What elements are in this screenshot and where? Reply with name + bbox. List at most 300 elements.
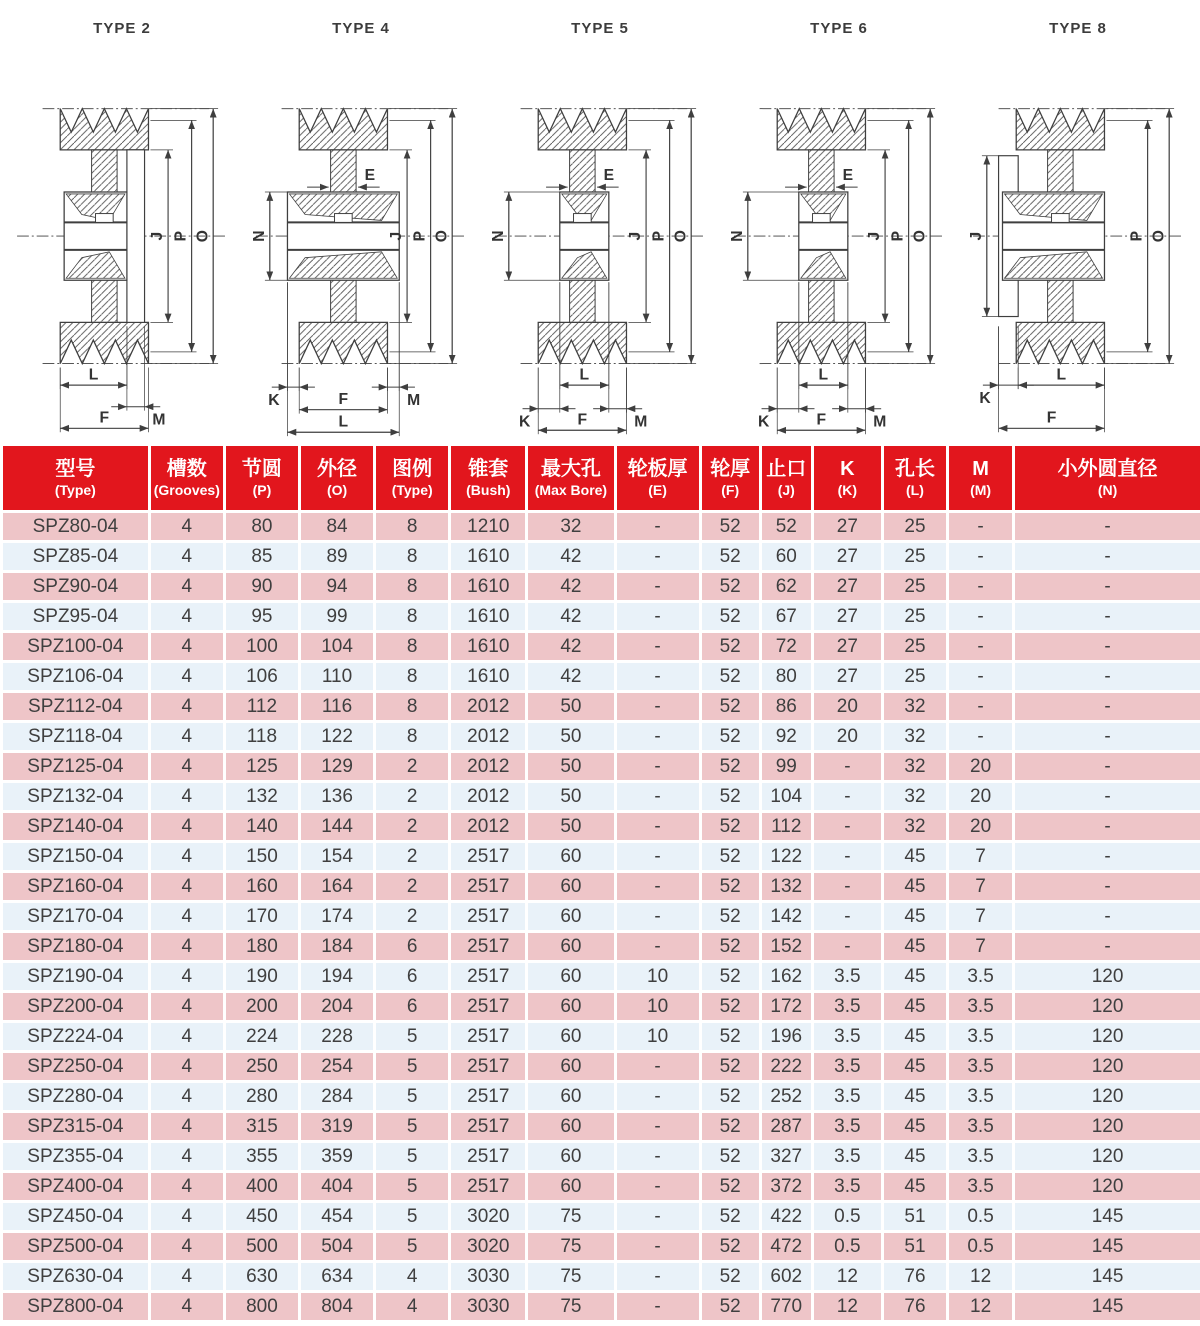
header-label-en: (Bush): [466, 482, 511, 498]
spec-cell: 180: [224, 932, 299, 962]
spec-cell: 2: [375, 782, 450, 812]
model-cell: SPZ250-04: [3, 1052, 149, 1082]
spec-cell: 194: [299, 962, 374, 992]
spec-cell: -: [1014, 782, 1200, 812]
table-row-spz125-04: [3, 752, 1200, 782]
header-label-zh: 型号: [55, 458, 96, 480]
spec-cell: 12: [948, 1292, 1014, 1322]
spec-cell: 804: [299, 1292, 374, 1322]
spec-cell: -: [812, 812, 882, 842]
spec-cell: 25: [882, 512, 947, 542]
spec-cell: 25: [882, 632, 947, 662]
spec-cell: 95: [224, 602, 299, 632]
spec-table-body: [3, 512, 1200, 1322]
spec-cell: 3.5: [812, 1022, 882, 1052]
spec-cell: -: [948, 512, 1014, 542]
model-cell: SPZ140-04: [3, 812, 149, 842]
header-label-zh: K: [840, 458, 855, 480]
svg-text:J: J: [149, 231, 167, 241]
spec-cell: 104: [760, 782, 812, 812]
spec-cell: -: [615, 1082, 700, 1112]
spec-cell: 60: [527, 1082, 615, 1112]
svg-text:L: L: [1056, 366, 1067, 384]
spec-cell: 25: [882, 662, 947, 692]
header-label-zh: 最大孔: [540, 458, 601, 480]
spec-cell: 4: [149, 692, 224, 722]
pulley-cross-section: [482, 40, 718, 444]
svg-text:L: L: [818, 366, 829, 384]
svg-text:L: L: [338, 413, 349, 431]
spec-cell: 52: [700, 932, 760, 962]
spec-cell: -: [1014, 632, 1200, 662]
spec-cell: 2517: [450, 1082, 527, 1112]
spec-cell: 2012: [450, 692, 527, 722]
spec-cell: 4: [149, 1022, 224, 1052]
svg-text:M: M: [152, 411, 166, 429]
spec-cell: 1610: [450, 662, 527, 692]
spec-cell: 25: [882, 602, 947, 632]
spec-cell: 45: [882, 1022, 947, 1052]
column-header-l: [882, 446, 947, 512]
column-header-max-bore: [527, 446, 615, 512]
svg-text:K: K: [758, 413, 770, 431]
spec-cell: 2517: [450, 992, 527, 1022]
spec-cell: 112: [224, 692, 299, 722]
spec-cell: 800: [224, 1292, 299, 1322]
spec-cell: -: [948, 722, 1014, 752]
spec-cell: 634: [299, 1262, 374, 1292]
table-row-spz100-04: [3, 632, 1200, 662]
spec-cell: 400: [224, 1172, 299, 1202]
spec-cell: 4: [149, 1262, 224, 1292]
spec-cell: 76: [882, 1262, 947, 1292]
table-row-spz224-04: [3, 1022, 1200, 1052]
spec-cell: 42: [527, 572, 615, 602]
svg-text:F: F: [338, 390, 349, 408]
spec-cell: -: [615, 1202, 700, 1232]
header-label-zh: 槽数: [166, 458, 207, 480]
spec-cell: 602: [760, 1262, 812, 1292]
spec-cell: -: [1014, 542, 1200, 572]
spec-cell: 2517: [450, 842, 527, 872]
svg-text:E: E: [364, 167, 376, 185]
svg-text:L: L: [579, 366, 590, 384]
spec-cell: -: [812, 752, 882, 782]
spec-cell: 224: [224, 1022, 299, 1052]
spec-cell: 4: [149, 1052, 224, 1082]
spec-cell: 4: [149, 1142, 224, 1172]
column-header-e: [615, 446, 700, 512]
spec-cell: 8: [375, 692, 450, 722]
pulley-drawing-type-5: [482, 0, 718, 446]
spec-cell: 20: [948, 752, 1014, 782]
model-cell: SPZ118-04: [3, 722, 149, 752]
spec-cell: 6: [375, 932, 450, 962]
spec-cell: 104: [299, 632, 374, 662]
spec-cell: -: [1014, 722, 1200, 752]
spec-cell: 52: [700, 782, 760, 812]
spec-cell: 32: [882, 722, 947, 752]
spec-cell: 145: [1014, 1262, 1200, 1292]
spec-cell: 145: [1014, 1232, 1200, 1262]
pulley-drawing-type-8: [960, 0, 1196, 446]
spec-cell: 27: [812, 632, 882, 662]
spec-cell: 42: [527, 602, 615, 632]
spec-cell: 60: [527, 932, 615, 962]
spec-cell: 145: [1014, 1292, 1200, 1322]
spec-cell: 630: [224, 1262, 299, 1292]
spec-cell: 72: [760, 632, 812, 662]
spec-cell: 60: [527, 1022, 615, 1052]
spec-cell: 2: [375, 902, 450, 932]
spec-cell: 8: [375, 602, 450, 632]
svg-text:F: F: [99, 409, 110, 427]
spec-cell: 174: [299, 902, 374, 932]
spec-cell: 2517: [450, 872, 527, 902]
svg-text:K: K: [519, 413, 531, 431]
spec-cell: 60: [527, 1172, 615, 1202]
spec-cell: 51: [882, 1232, 947, 1262]
column-header-o: [299, 446, 374, 512]
spec-cell: 106: [224, 662, 299, 692]
spec-cell: 52: [700, 752, 760, 782]
spec-cell: 52: [700, 1022, 760, 1052]
spec-cell: 75: [527, 1202, 615, 1232]
spec-cell: 770: [760, 1292, 812, 1322]
spec-cell: 45: [882, 1112, 947, 1142]
spec-cell: 80: [224, 512, 299, 542]
spec-cell: -: [1014, 602, 1200, 632]
spec-cell: 27: [812, 602, 882, 632]
spec-cell: -: [615, 872, 700, 902]
spec-cell: 52: [700, 842, 760, 872]
spec-cell: 120: [1014, 992, 1200, 1022]
svg-text:P: P: [889, 230, 907, 242]
spec-cell: 50: [527, 812, 615, 842]
spec-cell: -: [1014, 662, 1200, 692]
spec-cell: 5: [375, 1052, 450, 1082]
spec-cell: 132: [224, 782, 299, 812]
spec-cell: 12: [812, 1292, 882, 1322]
spec-cell: 52: [700, 872, 760, 902]
spec-cell: 7: [948, 902, 1014, 932]
spec-cell: 85: [224, 542, 299, 572]
spec-cell: 60: [527, 1112, 615, 1142]
spec-cell: 100: [224, 632, 299, 662]
spec-table-head: [3, 446, 1200, 512]
spec-cell: 2012: [450, 752, 527, 782]
spec-cell: 355: [224, 1142, 299, 1172]
spec-cell: 50: [527, 692, 615, 722]
spec-cell: 99: [760, 752, 812, 782]
svg-text:E: E: [842, 167, 854, 185]
spec-cell: -: [615, 1172, 700, 1202]
spec-cell: 45: [882, 1142, 947, 1172]
svg-text:O: O: [911, 230, 929, 243]
spec-cell: 52: [700, 542, 760, 572]
spec-cell: 52: [700, 1262, 760, 1292]
spec-cell: 222: [760, 1052, 812, 1082]
spec-cell: 4: [149, 1172, 224, 1202]
spec-cell: 8: [375, 722, 450, 752]
column-header-k: [812, 446, 882, 512]
spec-cell: 60: [527, 962, 615, 992]
spec-cell: 52: [760, 512, 812, 542]
spec-cell: 125: [224, 752, 299, 782]
spec-cell: 3.5: [948, 1082, 1014, 1112]
header-label-en: (Type): [54, 482, 96, 498]
table-row-spz800-04: [3, 1292, 1200, 1322]
spec-cell: 120: [1014, 1022, 1200, 1052]
spec-cell: 90: [224, 572, 299, 602]
svg-text:O: O: [433, 230, 451, 243]
spec-cell: -: [615, 632, 700, 662]
pulley-cross-section: [4, 40, 240, 444]
spec-cell: 10: [615, 992, 700, 1022]
spec-cell: 0.5: [948, 1232, 1014, 1262]
spec-cell: 45: [882, 902, 947, 932]
drawing-title: TYPE 8: [1049, 20, 1107, 37]
spec-cell: 45: [882, 962, 947, 992]
svg-text:M: M: [407, 391, 421, 409]
spec-cell: 3.5: [948, 1142, 1014, 1172]
spec-cell: 140: [224, 812, 299, 842]
column-header-j: [760, 446, 812, 512]
spec-cell: 4: [149, 572, 224, 602]
spec-cell: 4: [149, 812, 224, 842]
model-cell: SPZ224-04: [3, 1022, 149, 1052]
spec-cell: 0.5: [812, 1202, 882, 1232]
header-label-zh: 孔长: [894, 458, 935, 480]
table-row-spz106-04: [3, 662, 1200, 692]
spec-cell: 7: [948, 932, 1014, 962]
header-label-zh: 小外圆直径: [1057, 458, 1158, 480]
model-cell: SPZ80-04: [3, 512, 149, 542]
spec-cell: 52: [700, 1142, 760, 1172]
spec-cell: 250: [224, 1052, 299, 1082]
spec-cell: 162: [760, 962, 812, 992]
svg-text:P: P: [172, 230, 190, 242]
column-header-grooves: [149, 446, 224, 512]
table-row-spz118-04: [3, 722, 1200, 752]
spec-cell: 94: [299, 572, 374, 602]
header-label-zh: 止口: [766, 458, 807, 480]
spec-cell: 3.5: [948, 1172, 1014, 1202]
header-label-en: (P): [252, 482, 272, 498]
spec-cell: 172: [760, 992, 812, 1022]
spec-cell: -: [615, 1052, 700, 1082]
header-row: [3, 446, 1200, 512]
spec-cell: 190: [224, 962, 299, 992]
spec-cell: 52: [700, 1292, 760, 1322]
svg-text:J: J: [967, 231, 985, 241]
spec-cell: 60: [527, 902, 615, 932]
spec-cell: 32: [882, 782, 947, 812]
spec-cell: 3020: [450, 1202, 527, 1232]
spec-cell: 2517: [450, 962, 527, 992]
table-row-spz280-04: [3, 1082, 1200, 1112]
header-label-en: (Max Bore): [534, 482, 608, 498]
spec-cell: 10: [615, 962, 700, 992]
spec-cell: 89: [299, 542, 374, 572]
spec-cell: 287: [760, 1112, 812, 1142]
spec-cell: 42: [527, 662, 615, 692]
model-cell: SPZ450-04: [3, 1202, 149, 1232]
svg-text:K: K: [268, 391, 280, 409]
svg-text:E: E: [603, 167, 615, 185]
spec-cell: -: [1014, 842, 1200, 872]
drawing-title: TYPE 5: [571, 20, 629, 37]
spec-cell: 450: [224, 1202, 299, 1232]
column-header-f: [700, 446, 760, 512]
spec-cell: 4: [149, 962, 224, 992]
model-cell: SPZ150-04: [3, 842, 149, 872]
spec-cell: 280: [224, 1082, 299, 1112]
model-cell: SPZ180-04: [3, 932, 149, 962]
svg-text:N: N: [250, 230, 268, 242]
pulley-drawing-type-4: [243, 0, 479, 446]
spec-cell: 3.5: [948, 962, 1014, 992]
model-cell: SPZ355-04: [3, 1142, 149, 1172]
spec-cell: 3.5: [812, 1142, 882, 1172]
spec-cell: -: [812, 842, 882, 872]
pulley-drawings: [0, 0, 1200, 446]
model-cell: SPZ125-04: [3, 752, 149, 782]
spec-cell: 196: [760, 1022, 812, 1052]
spec-cell: 5: [375, 1022, 450, 1052]
spec-cell: 5: [375, 1172, 450, 1202]
spec-cell: 4: [149, 542, 224, 572]
spec-cell: 3.5: [812, 1082, 882, 1112]
svg-text:J: J: [866, 231, 884, 241]
spec-cell: 45: [882, 1082, 947, 1112]
svg-text:P: P: [411, 230, 429, 242]
table-row-spz190-04: [3, 962, 1200, 992]
table-row-spz400-04: [3, 1172, 1200, 1202]
spec-cell: 120: [1014, 1052, 1200, 1082]
svg-text:K: K: [979, 389, 991, 407]
pulley-drawing-type-6: [721, 0, 957, 446]
spec-cell: 27: [812, 542, 882, 572]
table-row-spz140-04: [3, 812, 1200, 842]
spec-cell: 136: [299, 782, 374, 812]
table-row-spz90-04: [3, 572, 1200, 602]
table-row-spz630-04: [3, 1262, 1200, 1292]
spec-cell: 1610: [450, 632, 527, 662]
drawing-title: TYPE 2: [93, 20, 151, 37]
spec-cell: -: [1014, 692, 1200, 722]
spec-cell: 4: [149, 992, 224, 1022]
table-row-spz85-04: [3, 542, 1200, 572]
spec-cell: -: [615, 842, 700, 872]
spec-cell: 52: [700, 992, 760, 1022]
model-cell: SPZ400-04: [3, 1172, 149, 1202]
model-cell: SPZ160-04: [3, 872, 149, 902]
model-cell: SPZ95-04: [3, 602, 149, 632]
spec-cell: 504: [299, 1232, 374, 1262]
spec-cell: -: [812, 932, 882, 962]
spec-cell: 204: [299, 992, 374, 1022]
header-label-zh: 外径: [317, 458, 358, 480]
spec-cell: -: [948, 572, 1014, 602]
spec-cell: 0.5: [948, 1202, 1014, 1232]
spec-cell: 4: [375, 1292, 450, 1322]
spec-cell: 52: [700, 662, 760, 692]
pulley-spec-table: [3, 446, 1200, 1323]
svg-text:O: O: [1150, 230, 1168, 243]
spec-cell: 404: [299, 1172, 374, 1202]
spec-cell: 154: [299, 842, 374, 872]
spec-cell: 60: [760, 542, 812, 572]
spec-cell: 67: [760, 602, 812, 632]
spec-cell: 1610: [450, 542, 527, 572]
spec-cell: 32: [882, 692, 947, 722]
spec-cell: 4: [149, 722, 224, 752]
spec-cell: 60: [527, 842, 615, 872]
spec-cell: 2: [375, 842, 450, 872]
pulley-cross-section: [721, 40, 957, 444]
spec-cell: 3030: [450, 1292, 527, 1322]
spec-cell: 0.5: [812, 1232, 882, 1262]
spec-cell: 359: [299, 1142, 374, 1172]
spec-cell: 20: [948, 812, 1014, 842]
spec-cell: 27: [812, 662, 882, 692]
spec-cell: 110: [299, 662, 374, 692]
spec-cell: 170: [224, 902, 299, 932]
spec-cell: 4: [149, 1292, 224, 1322]
spec-cell: 52: [700, 632, 760, 662]
spec-cell: -: [948, 602, 1014, 632]
spec-cell: 75: [527, 1232, 615, 1262]
spec-cell: -: [615, 542, 700, 572]
svg-text:F: F: [1046, 409, 1057, 427]
spec-cell: 45: [882, 842, 947, 872]
model-cell: SPZ315-04: [3, 1112, 149, 1142]
model-cell: SPZ630-04: [3, 1262, 149, 1292]
spec-cell: -: [948, 632, 1014, 662]
spec-cell: -: [615, 512, 700, 542]
spec-cell: 500: [224, 1232, 299, 1262]
spec-cell: 4: [375, 1262, 450, 1292]
svg-text:O: O: [194, 230, 212, 243]
svg-text:P: P: [1128, 230, 1146, 242]
spec-cell: 5: [375, 1112, 450, 1142]
spec-cell: 4: [149, 872, 224, 902]
spec-cell: 118: [224, 722, 299, 752]
spec-cell: 142: [760, 902, 812, 932]
spec-cell: 27: [812, 512, 882, 542]
pulley-drawing-type-2: [4, 0, 240, 446]
spec-cell: 120: [1014, 1142, 1200, 1172]
spec-cell: 52: [700, 602, 760, 632]
spec-cell: 3.5: [948, 1022, 1014, 1052]
table-row-spz180-04: [3, 932, 1200, 962]
spec-cell: 2012: [450, 782, 527, 812]
svg-text:L: L: [88, 366, 99, 384]
spec-cell: 52: [700, 1112, 760, 1142]
spec-cell: 42: [527, 632, 615, 662]
header-label-en: (O): [326, 482, 348, 498]
svg-text:J: J: [627, 231, 645, 241]
spec-cell: -: [615, 1112, 700, 1142]
spec-cell: 3.5: [812, 1112, 882, 1142]
spec-cell: 80: [760, 662, 812, 692]
spec-cell: 3.5: [948, 1112, 1014, 1142]
spec-cell: 8: [375, 662, 450, 692]
pulley-cross-section: [243, 40, 479, 444]
spec-cell: 51: [882, 1202, 947, 1232]
spec-cell: 52: [700, 572, 760, 602]
